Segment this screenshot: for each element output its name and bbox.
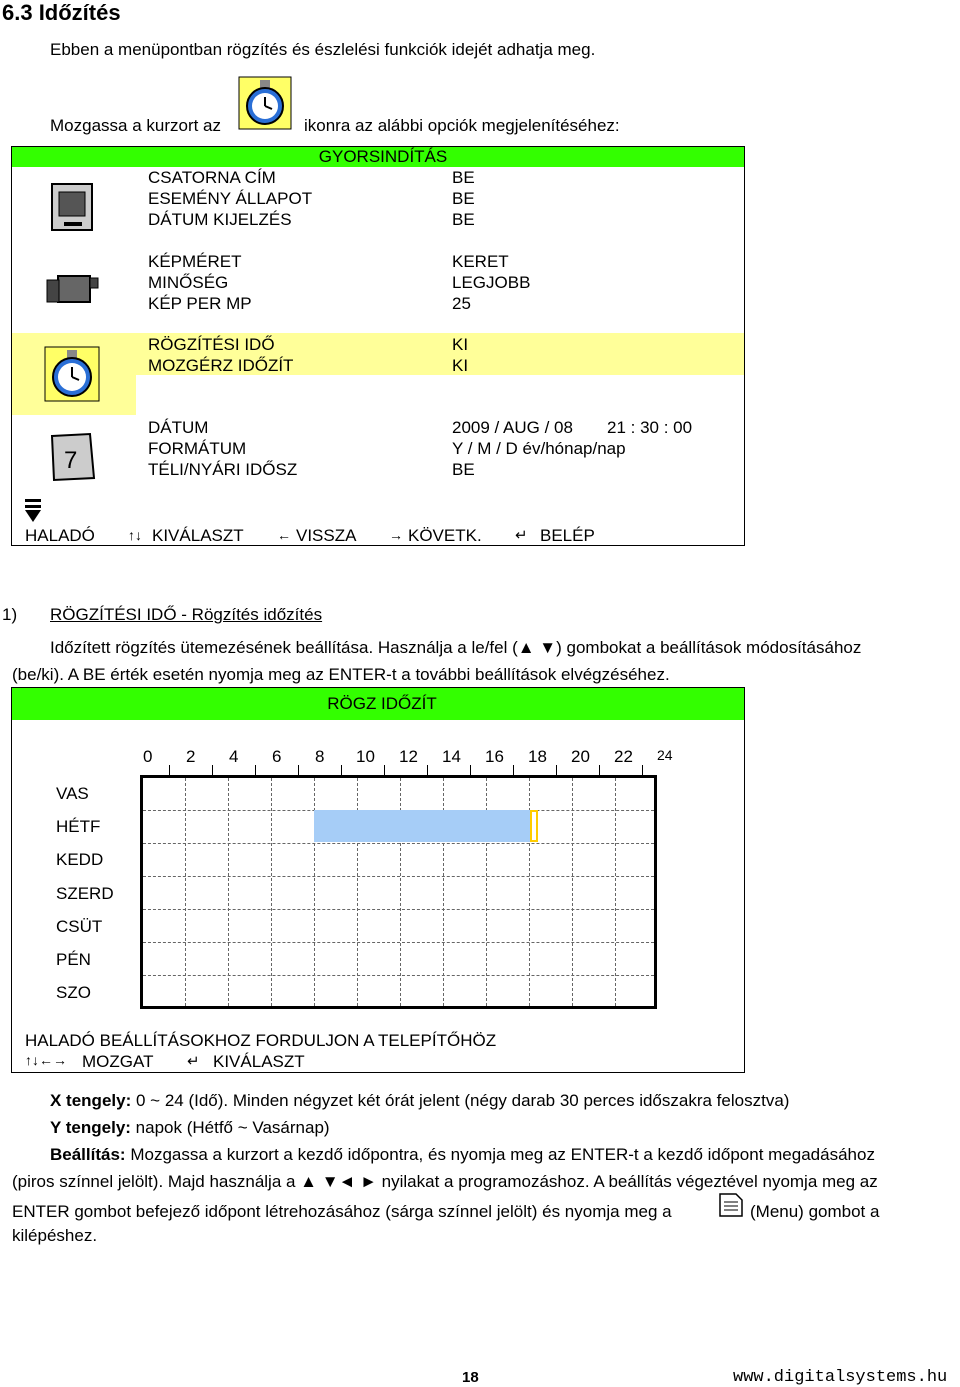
hour-tick [642,765,643,775]
menu-value-motion-timer[interactable]: KI [452,356,469,375]
day-label: VAS [56,784,89,803]
menu-label-motion-timer[interactable]: MOZGÉRZ IDŐZÍT [148,356,294,375]
calendar-icon[interactable] [48,430,98,482]
menu-label-channel-title[interactable]: CSATORNA CÍM [148,168,276,187]
menu2-footer-line1: HALADÓ BEÁLLÍTÁSOKHOZ FORDULJON A TELEPÍTŐHÖZ [25,1031,497,1050]
menu-value-time[interactable]: 21 : 30 : 00 [607,418,693,437]
menu-value-record-time[interactable]: KI [452,335,469,354]
section-title: RÖGZÍTÉSI IDŐ - Rögzítés időzítés [50,605,323,624]
page-heading: 6.3 Időzítés [2,0,121,25]
left-arrow-icon: ← [277,527,291,543]
setting-line2: (piros színnel jelölt). Majd használja a ▲ ▼◄ ► nyilakat a programozáshoz. A beállítás végeztével nyomja meg az [12,1172,878,1191]
menu-label-image-size[interactable]: KÉPMÉRET [148,252,242,271]
grid-hline [143,942,654,943]
hour-label: 14 [442,747,461,766]
monitor-icon[interactable] [50,182,96,234]
hour-label: 22 [614,747,633,766]
day-label: PÉN [56,950,91,969]
grid-hline [143,843,654,844]
menu2-move[interactable]: MOZGAT [82,1052,154,1071]
hour-tick [513,765,514,775]
hour-tick [341,765,342,775]
menu-value-date[interactable]: 2009 / AUG / 08 [452,418,573,437]
hour-tick [384,765,385,775]
intro-text: Ebben a menüpontban rögzítés és észlelési funkciók idejét adhatja meg. [50,40,596,59]
hour-label: 10 [356,747,375,766]
day-label: SZO [56,983,91,1003]
menu-label-date-display[interactable]: DÁTUM KIJELZÉS [148,210,292,229]
section-number: 1) [2,605,18,624]
hour-label: 2 [186,747,196,766]
hour-tick [169,765,170,775]
hour-tick [255,765,256,775]
section-para2: (be/ki). A BE érték esetén nyomja meg az ENTER-t a további beállítások elvégzéséhez. [12,665,670,684]
footer-next[interactable]: KÖVETK. [408,526,482,545]
menu-label-event-status[interactable]: ESEMÉNY ÁLLAPOT [148,189,313,208]
setting-line4: kilépéshez. [12,1226,98,1245]
y-axis-note: Y tengely: napok (Hétfő ~ Vasárnap) [50,1118,330,1137]
setting-line3a: ENTER gombot befejező időpont létrehozásához (sárga színnel jelölt) és nyomja meg a [12,1202,672,1221]
hour-tick [470,765,471,775]
menu-value-dst[interactable]: BE [452,460,475,479]
hour-tick [556,765,557,775]
x-axis-note: X tengely: 0 ~ 24 (Idő). Minden négyzet két órát jelent (négy darab 30 perces időszakra felosztva) [50,1091,790,1110]
menu-value-channel-title[interactable]: BE [452,168,475,187]
cursor-text-before: Mozgassa a kurzort az [50,116,222,135]
grid-hline [143,876,654,877]
menu-label-record-time[interactable]: RÖGZÍTÉSI IDŐ [148,335,275,354]
hour-tick [427,765,428,775]
footer-advanced[interactable]: HALADÓ [25,526,95,545]
quick-start-menu [11,146,745,546]
website-footer: www.digitalsystems.hu [733,1368,948,1387]
menu-value-event-status[interactable]: BE [452,189,475,208]
hour-label: 16 [485,747,504,766]
hour-label: 12 [399,747,418,766]
day-label: CSÜT [56,916,103,936]
menu-label-quality[interactable]: MINŐSÉG [148,273,229,292]
scroll-down-icon[interactable] [24,498,42,524]
footer-back[interactable]: VISSZA [296,526,357,545]
clock-icon [238,76,292,130]
day-label: KEDD [56,850,104,870]
hour-label: 0 [143,747,153,766]
timer-icon[interactable] [44,346,100,402]
menu-value-fps[interactable]: 25 [452,294,471,313]
enter-icon: ↵ [515,527,528,544]
cursor-text-after: ikonra az alábbi opciók megjelenítéséhez: [304,116,620,135]
grid-vline [228,778,229,1006]
menu-label-dst[interactable]: TÉLI/NYÁRI IDŐSZ [148,460,298,479]
setting-note: Beállítás: Mozgassa a kurzort a kezdő időpontra, és nyomja meg az ENTER-t a kezdő időpont megadásához [50,1145,875,1164]
menu-value-quality[interactable]: LEGJOBB [452,273,531,292]
menu-label-date[interactable]: DÁTUM [148,418,209,437]
hour-label: 20 [571,747,590,766]
grid-hline [143,975,654,976]
page-number: 18 [462,1369,479,1386]
hour-tick [298,765,299,775]
menu-label-fps[interactable]: KÉP PER MP [148,294,252,313]
grid-vline [271,778,272,1006]
section-para1: Időzített rögzítés ütemezésének beállítása. Használja a le/fel (▲ ▼) gombokat a beállítások módosításához [50,638,862,657]
footer-select[interactable]: KIVÁLASZT [152,526,244,545]
menu-value-date-display[interactable]: BE [452,210,475,229]
hour-label: 8 [315,747,325,766]
svg-text:7: 7 [64,447,78,474]
menu-value-format[interactable]: Y / M / D év/hónap/nap [452,439,626,458]
grid-vline [615,778,616,1006]
hour-label: 18 [528,747,547,766]
day-label: HÉTF [56,817,101,837]
menu2-select[interactable]: KIVÁLASZT [213,1052,305,1071]
enter-icon-2: ↵ [187,1053,200,1070]
hour-tick [212,765,213,775]
menu-icon [718,1192,744,1218]
grid-hline [143,909,654,910]
menu-label-format[interactable]: FORMÁTUM [148,439,247,458]
hour-label: 24 [657,747,673,763]
schedule-selection[interactable] [314,810,530,842]
updown-arrows-icon: ↑↓ [128,527,142,543]
menu-value-image-size[interactable]: KERET [452,252,509,271]
menu-title: GYORSINDÍTÁS [318,147,448,166]
hour-tick [599,765,600,775]
hour-label: 4 [229,747,239,766]
footer-enter[interactable]: BELÉP [540,526,595,545]
menu2-title: RÖGZ IDŐZÍT [327,694,437,713]
hour-label: 6 [272,747,282,766]
move-arrows-icon: ↑↓←→ [25,1052,67,1068]
right-arrow-icon: → [389,527,403,543]
setting-line3b: (Menu) gombot a [750,1202,880,1221]
cursor-marker[interactable] [530,810,538,842]
camera-icon[interactable] [46,268,100,310]
grid-vline [572,778,573,1006]
grid-vline [185,778,186,1006]
day-label: SZERD [56,883,114,903]
